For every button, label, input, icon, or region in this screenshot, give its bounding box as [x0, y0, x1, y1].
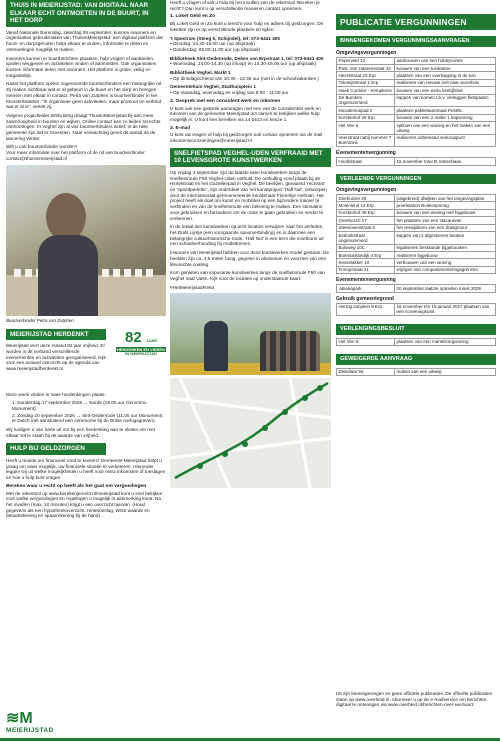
map-svg — [170, 378, 331, 488]
address-cell: Hoofdstraat — [337, 158, 395, 165]
address-cell: Hertog Janplein 9 Erp — [337, 303, 395, 316]
table-row — [337, 64, 496, 71]
address-cell: Kesselakker 10 — [337, 259, 395, 266]
address-cell: Veerstraat nabij nummer 7 Boerdonk — [337, 134, 395, 147]
address-cell: Nicodemuspad 2 — [337, 107, 395, 114]
description-cell: bouwen van een tuinkamer — [395, 64, 496, 71]
paragraph: U kunt uw vragen of hulp bij geldzorgen ook contact opnemen via de mail inkomensvoorzieningen@meierijstad.nl — [170, 132, 323, 144]
photo-caption: Buurtverbinder Petra van Zutphen — [6, 317, 74, 323]
verleend-title: VERLEENDE VERGUNNINGEN — [336, 174, 496, 185]
fiets-body — [170, 170, 331, 290]
table-row — [337, 114, 496, 121]
table-section-label: Gebruik gemeentegrond — [336, 295, 394, 302]
fiets-title: SNELFIETSPAD VEGHEL-UDEN VERFRAAID MET 10 LEVENSGROTE KUNSTWERKEN — [170, 148, 331, 167]
table-row — [337, 259, 496, 266]
column-right — [336, 0, 496, 376]
description-cell: realiseren onbemand verkooppunt — [395, 134, 496, 147]
gebruik-table — [336, 303, 496, 317]
location-time: • Op maandag, woensdag en vrijdag van 9:00 - 11:00 uur — [170, 90, 289, 96]
table-row — [337, 72, 496, 79]
route-map — [170, 378, 331, 488]
table-row — [337, 338, 496, 345]
table-row — [337, 252, 496, 259]
hashtag: #HetMeierijstadFietst — [170, 284, 215, 290]
photo-kunstwerk — [170, 293, 331, 375]
description-cell: aanbouwen van een hobbyruimte — [395, 57, 496, 64]
description-cell: bouwen van een extra bedrijfshal — [395, 87, 496, 94]
table-section-label: Omgevingsvergunningen — [336, 187, 397, 194]
evt1-table — [336, 157, 496, 165]
logo-line2: IN MEIERIJSTAD — [125, 350, 157, 356]
paragraph: Op vrijdag 4 september zijn de laatste twee kunstwerken langs de snelfietsroute F50 Veghel-Uden onthuld. De onthulling vond plaats bij de Hintelstraat en het Gazelleepad in Veghel. De beelden, genaamd 'recreant' en 'speedpedelec', zijn onderdeel van het kunstproject 'Half Nul', ontworpen door de internationaal gerenommeerde kunstenaar Florentijn Hofman. Het project heeft als doel om kunst en mobiliteit op een bijzondere manier te verbinden en van de snelfietsroute een beleving te maken. Een stimulans voor gebruikers en bezoekers om de route te gaan gebruiken en verder te verkennen. — [170, 169, 327, 221]
address-cell: Geerbosch 17 — [337, 217, 395, 224]
table-row — [337, 87, 496, 94]
address-cell: Korstenhof 39 Erp — [337, 209, 395, 216]
description-cell: legaliseren bestaande bijgebouwen — [395, 244, 496, 251]
list-item: 2. Zondag 20 september 2026 → Sint-Oedenrode (11.00 uur Monument) te Dutch met aansluitend een ceremonie bij de Britse oorlogsgraven). — [12, 412, 163, 424]
table-row — [337, 195, 496, 202]
paragraph: Wilt u ook buurtverbinder worden? — [6, 144, 78, 150]
table-row — [337, 232, 496, 245]
herdenkt-intro: Deze week vinden er twee herdenkingen plaats: — [6, 391, 106, 397]
description-cell: realiseren bijgebouw — [395, 252, 496, 259]
address-cell: Esdonkstraat ongenummerd — [337, 232, 395, 245]
paragraph: In de totaal tien kunstwerken op acht locaties verwijzen naar het verleden, het Duits Lijntje (een voorgaande spoorverbinding) en is daarmee een belangrijke cultuurhistorische route. 'Half Nul' is een term die voortkomt uit een schaalverhouding bij modeltreinen. — [170, 224, 324, 247]
herdenkt-block — [6, 329, 166, 389]
verlenging-title: VERLENGINGSBESLUIT — [336, 324, 496, 335]
herdenkt-outro: Wij nodigen u van harte uit om bij een herdenking aan te sluiten om met elkaar stil te staan bij de waarde van vrijheid. — [6, 427, 156, 438]
location-name: Bibliotheek Veghel, Markt 1 — [170, 70, 231, 76]
geld-contact — [170, 0, 331, 144]
table-row — [337, 285, 496, 292]
herdenkt-text: Meierijstad viert deze maand 82 jaar vrijheid. Er worden in dit verband verschillende evenementen en activiteiten georganiseerd. Kijk voor een actueel overzicht op de agenda van www.meierijstadherdenkt.nl. — [6, 343, 106, 371]
paragraph: Inwoners kunnen er buurtberichten plaatsen, hulp vragen of aanbieden, spullen weggeven en activiteiten vinden of aanmelden. Ook organisaties kunnen informatie delen met inwoners. Het platform is gratis, veilig en toegankelijk. — [6, 55, 157, 78]
geweigerd-table — [336, 368, 496, 376]
logo-line1: HERDENKEN EN VIEREN — [116, 346, 165, 352]
address-cell: Driehuizen 20 — [337, 195, 395, 202]
article-title-thuis: THUIS IN MEIERIJSTAD: VAN DIGITAAL NAAR ELKAAR ECHT ONTMOETEN IN DE BUURT, IN HET DORP — [6, 0, 166, 27]
photo-petra — [6, 165, 166, 316]
geld-body — [6, 458, 166, 519]
paragraph: Met de rekentool op www.berekenjerecht.nl/meierijstad kunt u snel bekijken voor welke vergoedingen en regelingen u mogelijk in aanmerking komt. Na het invullen (max. 10 minuten) krijgt u een overzicht hiervan. (Houd gegevens als een hypotheekoverzicht, rentetoeslag, WOZ waarde en betaalrekening en spaarrekening bij de hand). — [6, 490, 163, 519]
table-row — [337, 94, 496, 107]
address-cell: Hoek Corridor - Kempkens — [337, 87, 395, 94]
address-cell: Peperveld 12 — [337, 57, 395, 64]
address-cell: Molenlend 12 Erp — [337, 202, 395, 209]
location-time: • Woensdag: 14.00-14.30 (op inloop) en 14.30-16.00 uur (op afspraak) — [170, 61, 317, 67]
table-row — [337, 79, 496, 86]
publicatie-title: PUBLICATIE VERGUNNINGEN — [336, 14, 496, 30]
herdenkt-logo — [116, 329, 166, 374]
list-item: 1. Donderdag 17 september 2026 → Eerde (19.00 uur Geronimo Monument). — [12, 400, 147, 411]
paragraph: Volgens projectleider Britta Berg draagt ThuisinMeierijstad bij aan meer saamhorigheid in buurten en wijken. Online contact kan zo leiden tot echte ontmoetingen. In Veghel zijn al vier buurtverbinders actief; in de hele gemeente zijn dat er zeventien. Naar verwachting groeit dit aantal na de lancering verder. — [6, 112, 161, 141]
description-cell: bouwen van een 2 onder 1 kapwoning — [395, 114, 496, 121]
meierijstad-logo — [6, 711, 86, 737]
description-cell: plaatsen van een mantelzorgwoning — [395, 338, 496, 345]
description-cell: proefstation Buitenspoorig — [395, 202, 496, 209]
paragraph: Naast het platform spelen zogenoemde buurtverbinders een belangrijke rol. Zij maken zichtbaar wat er al gebeurt in de buurt en het dorp en brengen mensen met elkaar in contact. Petra van Zutphen is buurtverbinder in het Kloosterkwartier: "Ik organiseer geen activiteiten, maar promoot en verbind wat er al is", vertelt zij. — [6, 81, 163, 110]
paragraph: Voor meer informatie over het platform of de rol van buurtverbinder: contact@thuisinmeierijstad.nl — [6, 150, 146, 161]
table-section-label: Evenementenvergunning — [336, 150, 396, 157]
paragraph: U kunt ook een gesprek aanvragen met een van de consulenten werk en inkomen van de gemeente Meierijstad om samen te bekijken welke hulp mogelijk is. U kunt hen bereiken via 14 0413 en keuze 1. — [170, 105, 321, 122]
address-cell: Het Ven 5 — [337, 338, 395, 345]
paragraph: Inwoners van Meierijstad hebben voor deze kunstwerken model gestaan. De beelden zijn ca. 3,5 meter hoog, gegoten in aluminium en voorzien van een kleurechte coating. — [170, 250, 329, 267]
description-cell: plaatsen pakketautomaat PostNL — [395, 107, 496, 114]
paragraph: Heeft u vragen of wilt u hulp bij het invullen van de rekentool 'Bereken je recht'? Dan kunt u op verschillende manieren contact opnemen. — [170, 0, 320, 11]
logo-jaar: JAAR — [146, 337, 158, 343]
geweigerd-title: GEWEIGERDE AANVRAAG — [336, 354, 496, 365]
binnen-title: BINNENGEKOMEN VERGUNNINGSAANVRAGEN — [336, 36, 496, 47]
address-cell: Korstenhof 29 Erp — [337, 114, 395, 121]
table-row — [337, 303, 496, 316]
description-cell: splitsen van een woning en het maken van een uitweg — [395, 121, 496, 134]
description-cell: plaatsen van een overkapping in de tuin — [395, 72, 496, 79]
description-cell: 20 september laatste optreden Kiosk 2026 — [395, 285, 496, 292]
address-cell: De Bunders ongenummerd — [337, 94, 395, 107]
table-row — [337, 134, 496, 147]
address-cell: Hezelstraat 23 Erp — [337, 72, 395, 79]
description-cell: 15 november Intocht Sinterklaas — [395, 158, 496, 165]
location-time: • Dinsdag: 13.30-16.00 uur (op afspraak) — [170, 41, 255, 47]
table-row — [337, 224, 496, 231]
address-cell: Past. van Haarenstraat 42 — [337, 64, 395, 71]
description-cell: realiseren van nieuwe inrit naar woonhuis — [395, 79, 496, 86]
table-row — [337, 202, 496, 209]
logo-word: MEIERIJSTAD — [6, 727, 54, 734]
table-row — [337, 244, 496, 251]
address-cell: Boerdonksedijk 4 Erp — [337, 252, 395, 259]
description-cell: kappen van 2 afgestorven beuken — [395, 232, 496, 245]
location-time: • Donderdag: 09.00-11.00 uur (op afspraak) — [170, 46, 261, 52]
column-left — [6, 0, 166, 522]
geld-subheading: Bereken waar u recht op heeft als het gaat om vergoedingen — [6, 483, 147, 489]
footer-note: Dit zijn kennisgevingen en geen officiële publicaties. De officiële publicaties staan op www.overheid.nl. Abonneer u op de e-mailservice om berichten digitaal te ontvangen via www.overheid.nl/berichten-over-uw-buurt. — [336, 691, 492, 708]
location-name: 't Spectrum (Steeg 5, Schijndel), tel: 073-5441 400 — [170, 35, 281, 41]
description-cell: wijzigen van compartimenteringsgrenzen — [395, 266, 496, 273]
table-row — [337, 217, 496, 224]
column-middle — [170, 0, 331, 488]
address-cell: Steenovenstraat 6 — [337, 224, 395, 231]
description-cell: het verwijderen van een draagmuur — [395, 224, 496, 231]
table-row — [337, 158, 496, 165]
paragraph: Vanaf Nationale Burendag, zaterdag 26 september, kunnen inwoners en organisaties gebruikmaken van ThuisInMeierijstad: een digitaal platform dat buurt- en dorpsgenoten helpt elkaar te vinden, informatie te delen en ontmoetingen mogelijk te maken. — [6, 29, 163, 52]
description-cell: (uitgebreid) afwijken van het omgevingsplan — [395, 195, 496, 202]
table-section-label: Evenementenvergunning — [336, 277, 396, 284]
description-cell: 16 november t/m 15 januari 2027 plaatsen van een screeningsunit — [395, 303, 496, 316]
table-row — [337, 368, 496, 375]
article-body-thuis — [6, 30, 166, 162]
herdenkt-list — [6, 392, 166, 439]
evt2-table — [336, 284, 496, 292]
location-name: Bibliotheek Sint-Oedenrode, Deken van Erpstraat 1, tel: 073-5441 400 — [170, 55, 324, 61]
geld-title: HULP BIJ GELDZORGEN — [6, 443, 106, 455]
address-cell: Het Ven 6 — [337, 121, 395, 134]
section-heading: 2. Gesprek met een consulent werk en inkomen — [170, 98, 281, 104]
herdenkt-title: MEIERIJSTAD HERDENKT — [6, 329, 106, 341]
verleend-table — [336, 194, 496, 274]
logo-number: 82 — [124, 328, 142, 346]
table-row — [337, 121, 496, 134]
description-cell: het plaatsen van een stacaravan — [395, 217, 496, 224]
description-cell: verbouwen van een woning — [395, 259, 496, 266]
logo-mark-icon: ≋M — [6, 710, 33, 727]
binnen-table — [336, 57, 496, 148]
table-row — [337, 57, 496, 64]
description-cell: kappen van bomen t.b.v. verleggen fietspaden — [395, 94, 496, 107]
paragraph: Bij Loket Geld en Zo kunt u terecht voor hulp en advies bij geldzorgen. De loketten zijn er op verschillende plaatsen en tijden: — [170, 21, 324, 32]
table-section-label: Omgevingsvergunningen — [336, 49, 397, 56]
description-cell: maken van een uitweg — [395, 368, 496, 375]
paragraph: Heeft u moeite om financieel rond te komen? Gemeente Meierijstad helpt u graag om waar mogelijk, uw financiële situatie te verbeteren. Hieronder leggen wij uit welke mogelijkheden u heeft voor extra inkomsten of toeslagen en hoe u hulp kunt vragen. — [6, 458, 166, 481]
verlenging-table — [336, 338, 496, 346]
address-cell: Julianapark — [337, 285, 395, 292]
paragraph: Kom genieten van imposante kunstwerken langs de snelfietsroute F50 van Veghel naar Uden. Kijk voor de locaties op onderstaande kaart. — [170, 270, 325, 281]
section-heading: 1. Loket Geld en Zo — [170, 14, 216, 20]
address-cell: Trompstraat 21 — [337, 266, 395, 273]
location-name: Gemeentehuis Veghel, Stadhuisplein 1 — [170, 84, 256, 90]
table-row — [337, 266, 496, 273]
table-row — [337, 107, 496, 114]
description-cell: bouwen van een woning met bijgebouw — [395, 209, 496, 216]
table-row — [337, 209, 496, 216]
address-cell: Bolsweg 10C — [337, 244, 395, 251]
location-time: • Op dinsdagochtend van 10:30 - 12:30 uur (niet in de schoolvakanties ) — [170, 75, 319, 81]
section-heading: 3. E-mail — [170, 125, 191, 131]
address-cell: Tolentijnstraat 1 Erp — [337, 79, 395, 86]
address-cell: Distellaar 56 — [337, 368, 395, 375]
